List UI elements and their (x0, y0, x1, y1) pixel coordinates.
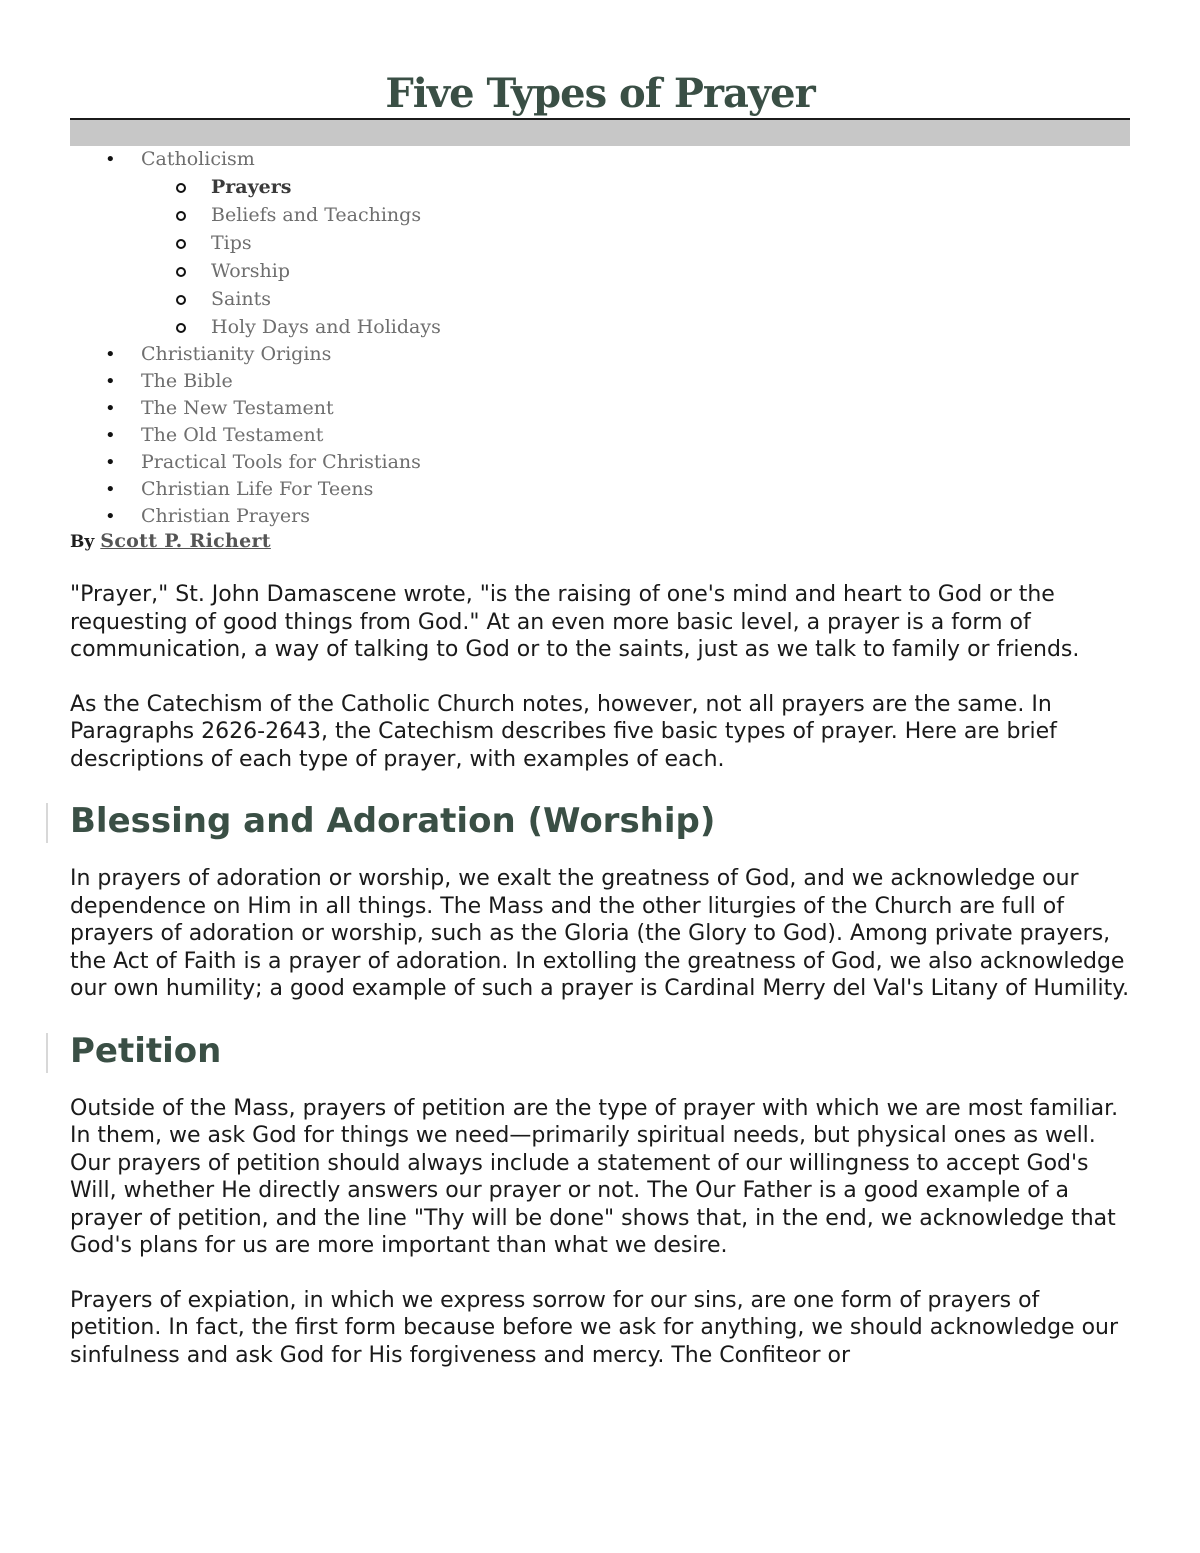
subnav-item-label[interactable]: Beliefs and Teachings (211, 204, 422, 226)
heading-marker (46, 803, 48, 843)
circle-bullet-icon (176, 267, 186, 277)
nav-item-label[interactable]: Practical Tools for Christians (141, 451, 421, 473)
section-heading-blessing (70, 801, 1130, 841)
nav-item-label[interactable]: The New Testament (141, 397, 334, 419)
bullet-icon: • (105, 425, 116, 446)
author-link[interactable]: Scott P. Richert (100, 530, 271, 552)
subnav-item-label[interactable]: Saints (211, 288, 272, 310)
circle-bullet-icon (176, 239, 186, 249)
intro-paragraph-1: "Prayer," St. John Damascene wrote, "is the raising of one's mind and heart to God or the requesting of good things from God." At an even more basic level, a prayer is a form of communication, a way of talking to God or to the saints, just as we talk to family or friends. (70, 582, 1080, 662)
byline-by: By (70, 532, 95, 552)
document-page (70, 0, 1130, 1369)
nav-item-label[interactable]: Christianity Origins (141, 343, 332, 365)
bullet-icon: • (105, 479, 116, 500)
circle-bullet-icon (176, 183, 186, 193)
petition-paragraph-1: Outside of the Mass, prayers of petition are the type of prayer with which we are most familiar. In them, we ask God for things we need—primarily spiritual needs, but physical ones as well. Our prayers of petition should always include a statement of our willingness to accept God's Will, whether He directly answers our prayer or not. The Our Father is a good example of a prayer of petition, and the line "Thy will be done" shows that, in the end, we acknowledge that God's plans for us are more important than what we desire. (70, 1095, 1119, 1258)
subnav-item-label[interactable]: Tips (211, 232, 252, 254)
blessing-paragraph-1: In prayers of adoration or worship, we exalt the greatness of God, and we acknowledge our dependence on Him in all things. The Mass and the other liturgies of the Church are full of prayers of adoration or worship, such as the Gloria (the Glory to God). Among private prayers, the Act of Faith is a prayer of adoration. In extolling the greatness of God, we also acknowledge our own humility; a good example of such a prayer is Cardinal Merry del Val's Litany of Humility. (70, 866, 1130, 1001)
bullet-icon: • (105, 149, 116, 170)
catholicism-subnav (141, 173, 1130, 341)
page-title: Five Types of Prayer (385, 70, 815, 117)
subnav-item-tips[interactable] (141, 229, 1130, 257)
section-heading-petition (70, 1031, 1130, 1071)
nav-item-catholicism[interactable] (70, 146, 1130, 341)
byline (70, 528, 1130, 555)
circle-bullet-icon (176, 323, 186, 333)
subnav-item-worship[interactable] (141, 257, 1130, 285)
bullet-icon: • (105, 344, 116, 365)
circle-bullet-icon (176, 295, 186, 305)
nav-item-practical-tools[interactable] (70, 449, 1130, 476)
bullet-icon: • (105, 452, 116, 473)
subnav-item-label[interactable]: Holy Days and Holidays (211, 316, 441, 338)
petition-paragraph-2: Prayers of expiation, in which we express sorrow for our sins, are one form of prayers of petition. In fact, the first form because before we ask for anything, we should acknowledge our sinfulness and ask God for His forgiveness and mercy. The Confiteor or (70, 1287, 1119, 1368)
topic-nav (70, 146, 1130, 530)
nav-item-new-testament[interactable] (70, 395, 1130, 422)
section-heading-text: Petition (70, 1030, 222, 1071)
bullet-icon: • (105, 398, 116, 419)
nav-item-christian-life-teens[interactable] (70, 476, 1130, 503)
heading-marker (46, 1033, 48, 1073)
nav-item-the-bible[interactable] (70, 368, 1130, 395)
subnav-item-prayers[interactable] (141, 173, 1130, 201)
intro-paragraph-2: As the Catechism of the Catholic Church notes, however, not all prayers are the same. In Paragraphs 2626-2643, the Catechism describes five basic types of prayer. Here are brief descriptions of each type of prayer, with examples of each. (70, 691, 1057, 772)
bullet-icon: • (105, 371, 116, 392)
circle-bullet-icon (176, 211, 186, 221)
subnav-item-saints[interactable] (141, 285, 1130, 313)
nav-item-old-testament[interactable] (70, 422, 1130, 449)
nav-item-label[interactable]: The Old Testament (141, 424, 324, 446)
bullet-icon: • (105, 506, 116, 527)
subnav-item-holy-days[interactable] (141, 313, 1130, 341)
section-heading-text: Blessing and Adoration (Worship) (70, 801, 716, 841)
title-bar (70, 120, 1130, 146)
nav-item-christianity-origins[interactable] (70, 341, 1130, 368)
nav-item-label[interactable]: The Bible (141, 370, 233, 392)
subnav-item-beliefs[interactable] (141, 201, 1130, 229)
article-body (70, 581, 1130, 1369)
nav-item-label[interactable]: Christian Life For Teens (141, 478, 374, 500)
nav-item-label[interactable]: Catholicism (141, 148, 255, 170)
subnav-item-label[interactable]: Prayers (211, 176, 292, 198)
nav-item-label[interactable]: Christian Prayers (141, 505, 311, 527)
nav-item-christian-prayers[interactable] (70, 503, 1130, 530)
subnav-item-label[interactable]: Worship (211, 260, 290, 282)
